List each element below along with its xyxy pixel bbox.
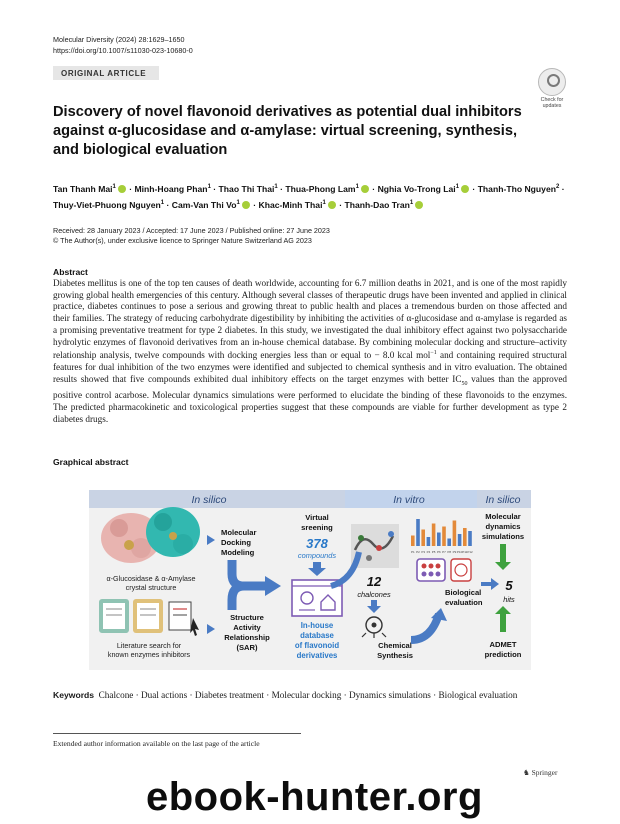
keywords-label: Keywords: [53, 690, 95, 700]
author-affiliation: 1: [274, 184, 278, 190]
chemical-synthesis-line2: Synthesis: [377, 651, 413, 660]
green-arrow-up: [495, 606, 511, 632]
svg-text:dynamics: dynamics: [485, 522, 521, 531]
svg-text:In-house: In-house: [300, 621, 334, 630]
merge-arrow-head: [265, 576, 281, 596]
bar-P12: [468, 531, 472, 546]
arrow-to-docking: [207, 535, 215, 545]
chalcone-label: chalcones: [357, 590, 391, 599]
green-arrow-down: [495, 544, 511, 570]
virtual-screening-label: [298, 513, 337, 560]
svg-text:Structure: Structure: [230, 613, 264, 622]
bar-label-P9: P9: [452, 550, 457, 554]
article-type-badge: ORIGINAL ARTICLE: [53, 66, 159, 80]
author-name[interactable]: Nghia Vo-Trong Lai: [377, 183, 456, 194]
in-silico-label-2: In silico: [485, 494, 521, 506]
ic50-bar-chart-thumbnail: [411, 519, 473, 554]
merge-arrow: [232, 560, 266, 610]
enzyme-structure-image: [101, 507, 200, 563]
author-affiliation: 1: [207, 184, 211, 190]
bar-P2: [416, 519, 420, 546]
sar-label: [224, 613, 270, 652]
orcid-icon[interactable]: [242, 201, 250, 209]
md-simulations-label: [482, 512, 524, 541]
down-arrow-to-database: [308, 562, 326, 576]
svg-text:Relationship: Relationship: [224, 633, 270, 642]
bar-label-P6: P6: [436, 550, 441, 554]
orcid-icon[interactable]: [461, 185, 469, 193]
svg-text:derivatives: derivatives: [296, 651, 338, 660]
svg-text:simulations: simulations: [481, 532, 525, 541]
author-affiliation: 1: [160, 200, 165, 207]
bar-P3: [421, 530, 425, 547]
svg-text:Molecular: Molecular: [485, 512, 521, 521]
bar-P11: [463, 528, 467, 546]
graphical-abstract-figure: [89, 490, 531, 670]
keywords-text: Chalcone · Dual actions · Diabetes treatment · Molecular docking · Dynamics simulations · Biological evaluation: [98, 690, 518, 700]
database-label: [295, 621, 339, 660]
svg-text:(SAR): (SAR): [236, 643, 258, 652]
hits-label: hits: [503, 595, 515, 604]
author-name[interactable]: Thanh-Tho Nguyen: [477, 183, 556, 194]
journal-info: [53, 35, 193, 56]
author-affiliation: 1: [455, 184, 460, 190]
bar-label-P3: P3: [421, 550, 426, 554]
author-name[interactable]: Cam-Van Thi Vo: [171, 200, 237, 211]
author-separator: ·: [250, 200, 259, 211]
author-separator: ·: [470, 183, 478, 194]
bar-P8: [447, 539, 451, 547]
check-updates-label: Check for updates: [540, 97, 564, 109]
bio-evaluation-icon: [417, 559, 471, 581]
in-vitro-label: In vitro: [393, 494, 425, 506]
bar-label-P8: P8: [447, 550, 452, 554]
arrow-to-sar: [207, 624, 215, 634]
admet-label: [485, 640, 522, 659]
author-separator: ·: [164, 200, 172, 211]
author-affiliation: 2: [555, 184, 560, 190]
author-name[interactable]: Thanh-Dao Tran: [344, 200, 410, 211]
author-list: [53, 180, 573, 213]
svg-text:sreening: sreening: [301, 523, 333, 532]
chalcone-count: 12: [366, 574, 382, 589]
bar-P9: [453, 521, 457, 547]
arrow-to-hits-head: [491, 578, 499, 590]
abstract-text: Diabetes mellitus is one of the top ten causes of death worldwide, accounting for 6.7 million deaths in 2021, and is one of the most rapidly growing global health emergencies of this century. Although several classes of therapeutic drugs have been invented and applied in clinical practice, diabetes continues to pose a serious and growing threat to public health and places a tremendous burden on those affected and their families. The strategy of reducing carbohydrate digestibility by inhibiting the activities of α-glucosidase and α-amylase is regarded as a promising preventative treatment for type 2 diabetes. In this study, we investigated the dual inhibitory effect against two polysaccharide hydrolytic enzymes of flavonoid derivatives from an in-house chemical database. By combining molecular docking and structure–activity relationship analysis, twelve compounds with docking energies less than or equal to − 8.0 kcal mol$^{-1}$ and containing required structural features for dual inhibition of the two enzymes were identified and subjected to chemical synthesis and in vitro evaluation. The obtained results showed that five compounds exhibited dual inhibitory effects on the target enzymes with better $IC_{50}$ values than the approved positive control acarbose. Molecular dynamics simulations were performed to elucidate the binding of these flavonoids to the enzymes. The predicted pharmacokinetic and toxicological properties suggest that these compounds are viable for further development as type 2 diabetes drugs.: [53, 278, 567, 424]
abstract-heading: Abstract: [53, 267, 88, 277]
hits-count: 5: [505, 578, 513, 593]
bar-label-P7: P7: [442, 550, 446, 554]
author-name[interactable]: Khac-Minh Thai: [258, 200, 323, 211]
enzyme-caption-2: crystal structure: [125, 583, 177, 592]
orcid-icon[interactable]: [361, 185, 369, 193]
publication-dates: [53, 226, 330, 247]
literature-book-icon: [99, 599, 199, 636]
author-name[interactable]: Thao Thi Thai: [218, 183, 275, 194]
bio-evaluation-line2: evaluation: [445, 598, 483, 607]
author-separator: ·: [336, 200, 345, 211]
author-separator: ·: [559, 183, 565, 194]
author-affiliation: 1: [355, 184, 359, 190]
keywords: [53, 689, 567, 701]
bar-label-P2: P2: [416, 550, 420, 554]
bar-label-P12: P12: [467, 550, 473, 554]
footnote-rule: [53, 733, 301, 734]
author-affiliation: 1: [112, 184, 116, 190]
svg-text:compounds: compounds: [297, 551, 337, 560]
svg-text:Activity: Activity: [233, 623, 261, 632]
bar-label-P10: P10: [456, 550, 463, 554]
docking-label: [221, 528, 256, 557]
svg-text:ADMET: ADMET: [489, 640, 517, 649]
bar-label-P5: P5: [431, 550, 436, 554]
springer-horse-icon: ♞: [523, 768, 530, 777]
author-name[interactable]: Tan Thanh Mai: [53, 183, 113, 194]
author-affiliation: 1: [236, 200, 240, 207]
bar-P5: [432, 524, 436, 547]
literature-caption-2: known enzymes inhibitors: [107, 650, 191, 659]
orcid-icon[interactable]: [328, 201, 336, 209]
author-separator: ·: [369, 183, 378, 194]
chemical-synthesis-icon: [362, 617, 386, 638]
down-arrow-to-synthesis: [367, 600, 381, 613]
bio-evaluation-line1: Biological: [445, 588, 482, 597]
footnote: Extended author information available on the last page of the article: [53, 739, 260, 748]
graphical-abstract: [89, 490, 531, 670]
enzyme-caption-1: α-Glucosidase & α-Amylase: [106, 574, 196, 583]
bar-P1: [411, 536, 415, 547]
author-affiliation: 1: [322, 200, 326, 207]
svg-text:Docking: Docking: [221, 538, 251, 547]
author-separator: ·: [210, 183, 219, 194]
author-name[interactable]: Thuy-Viet-Phuong Nguyen: [53, 200, 161, 211]
author-name[interactable]: Minh-Hoang Phan: [134, 183, 208, 194]
bar-P6: [437, 533, 441, 547]
publisher-name: Springer: [531, 768, 558, 777]
bar-P10: [458, 534, 462, 546]
bar-P4: [427, 537, 431, 546]
bar-label-P11: P11: [462, 550, 468, 554]
author-separator: ·: [126, 183, 135, 194]
bar-P7: [442, 527, 446, 547]
journal-citation: Molecular Diversity (2024) 28:1629–1650: [53, 35, 185, 44]
orcid-icon[interactable]: [118, 185, 126, 193]
literature-caption-1: Literature search for: [116, 641, 182, 650]
chemical-synthesis-line1: Chemical: [378, 641, 412, 650]
doi-link[interactable]: https://doi.org/10.1007/s11030-023-10680-0: [53, 45, 193, 55]
publisher-logo: [523, 768, 557, 777]
author-separator: ·: [277, 183, 286, 194]
in-silico-label-1: In silico: [191, 494, 227, 506]
author-affiliation: 1: [409, 200, 414, 207]
bar-label-P1: P1: [410, 550, 415, 554]
watermark: ebook-hunter.org: [146, 775, 483, 819]
author-name[interactable]: Thua-Phong Lam: [285, 183, 356, 194]
copyright: © The Author(s), under exclusive licence to Springer Nature Switzerland AG 2023: [53, 236, 312, 246]
check-updates-icon: [538, 68, 566, 96]
bar-label-P4: P4: [426, 550, 431, 554]
svg-text:of flavonoid: of flavonoid: [294, 641, 340, 650]
article-title: Discovery of novel flavonoid derivatives as potential dual inhibitors against α-glucosidase and α-amylase: virtual screening, synthesis, and biological evaluation: [53, 104, 522, 158]
history-dates: Received: 28 January 2023 / Accepted: 17 June 2023 / Published online: 27 June 2023: [53, 226, 330, 235]
compound-count: 378: [306, 536, 328, 551]
svg-text:Modeling: Modeling: [221, 548, 255, 557]
svg-text:Molecular: Molecular: [221, 528, 257, 537]
svg-text:prediction: prediction: [484, 650, 522, 659]
svg-text:Virtual: Virtual: [305, 513, 329, 522]
svg-text:database: database: [300, 631, 334, 640]
orcid-icon[interactable]: [415, 201, 423, 209]
graphical-abstract-heading: Graphical abstract: [53, 457, 129, 467]
